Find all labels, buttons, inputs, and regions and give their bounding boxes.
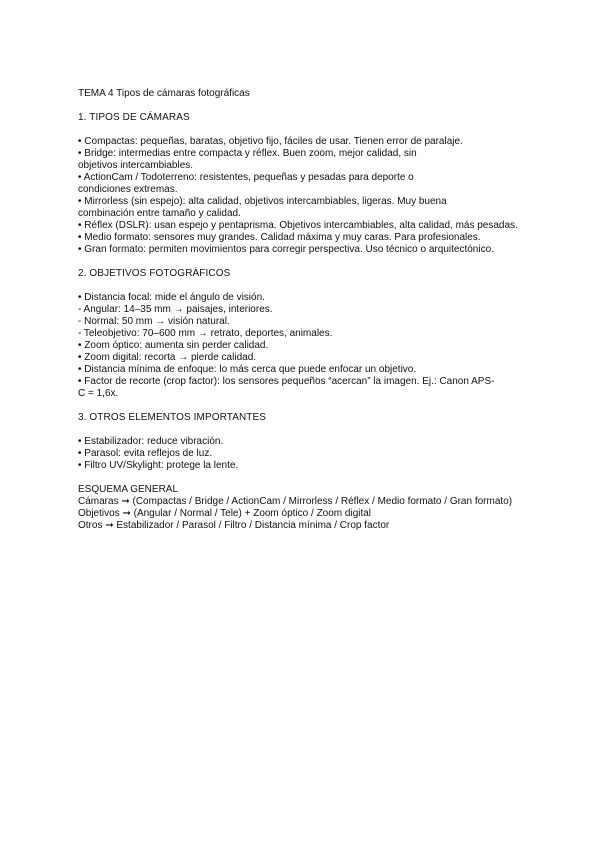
section-summary (78, 484, 528, 532)
list-item (78, 304, 528, 316)
section-heading: 2. OBJETIVOS FOTOGRÁFICOS (78, 268, 231, 279)
section-heading: 1. TIPOS DE CÁMARAS (78, 112, 190, 123)
list-item (78, 364, 528, 376)
list-item-line: • Medio formato: sensores muy grandes. Calidad máxima y muy caras. Para profesionales. (78, 232, 481, 243)
list-item-line: objetivos intercambiables. (78, 160, 194, 171)
camera-types-list (78, 136, 528, 256)
summary-title: ESQUEMA GENERAL (78, 484, 179, 495)
section-other-elements (78, 412, 528, 472)
list-item (78, 340, 528, 352)
list-item-line: C = 1,6x. (78, 388, 119, 399)
summary-line-cameras: Cámaras ➞ (Compactas / Bridge / ActionCam / Mirrorless / Réflex / Medio formato / Gran formato) (78, 496, 513, 507)
list-item-line: • Distancia mínima de enfoque: lo más cerca que puede enfocar un objetivo. (78, 364, 417, 375)
document-page (78, 88, 528, 532)
list-item (78, 352, 528, 364)
list-item-line: • Compactas: pequeñas, baratas, objetivo fijo, fáciles de usar. Tienen error de paralaje. (78, 136, 463, 147)
list-item (78, 436, 528, 448)
list-item-line: combinación entre tamaño y calidad. (78, 208, 241, 219)
list-item-line: • Filtro UV/Skylight: protege la lente. (78, 460, 239, 471)
lenses-list (78, 292, 528, 400)
list-item (78, 148, 528, 172)
section-camera-types (78, 112, 528, 256)
list-item (78, 172, 528, 196)
list-item (78, 448, 528, 460)
list-item-line: • Estabilizador: reduce vibración. (78, 436, 224, 447)
list-item (78, 196, 528, 220)
list-item-line: • Mirrorless (sin espejo): alta calidad, objetivos intercambiables, ligeras. Muy buena (78, 196, 447, 207)
list-item (78, 316, 528, 328)
summary-line-others: Otros ➞ Estabilizador / Parasol / Filtro / Distancia mínima / Crop factor (78, 520, 390, 531)
section-lenses (78, 268, 528, 400)
summary-line-lenses: Objetivos ➞ (Angular / Normal / Tele) + Zoom óptico / Zoom digital (78, 508, 372, 519)
list-item-line: • ActionCam / Todoterreno: resistentes, pequeñas y pesadas para deporte o (78, 172, 414, 183)
list-item (78, 460, 528, 472)
list-item-line: • Distancia focal: mide el ángulo de visión. (78, 292, 265, 303)
section-heading: 3. OTROS ELEMENTOS IMPORTANTES (78, 412, 267, 423)
list-item (78, 136, 528, 148)
list-item-line: • Parasol: evita reflejos de luz. (78, 448, 213, 459)
other-elements-list (78, 436, 528, 472)
list-item (78, 292, 528, 304)
list-item-line: • Zoom digital: recorta → pierde calidad. (78, 352, 257, 363)
list-item (78, 244, 528, 256)
list-item-line: • Bridge: intermedias entre compacta y réflex. Buen zoom, mejor calidad, sin (78, 148, 417, 159)
list-item-line: - Angular: 14–35 mm → paisajes, interiores. (78, 304, 273, 315)
list-item-line: • Zoom óptico: aumenta sin perder calidad. (78, 340, 269, 351)
list-item-line: - Normal: 50 mm → visión natural. (78, 316, 230, 327)
list-item (78, 232, 528, 244)
list-item (78, 376, 528, 400)
list-item-line: • Factor de recorte (crop factor): los sensores pequeños “acercan” la imagen. Ej.: Canon APS- (78, 376, 495, 387)
list-item-line: • Réflex (DSLR): usan espejo y pentaprisma. Objetivos intercambiables, alta calidad, más pesadas. (78, 220, 518, 231)
list-item-line: condiciones extremas. (78, 184, 178, 195)
list-item-line: - Teleobjetivo: 70–600 mm → retrato, deportes, animales. (78, 328, 333, 339)
document-title: TEMA 4 Tipos de cámaras fotográficas (78, 88, 250, 99)
list-item (78, 328, 528, 340)
list-item-line: • Gran formato: permiten movimientos para corregir perspectiva. Uso técnico o arquitectónico. (78, 244, 494, 255)
list-item (78, 220, 528, 232)
